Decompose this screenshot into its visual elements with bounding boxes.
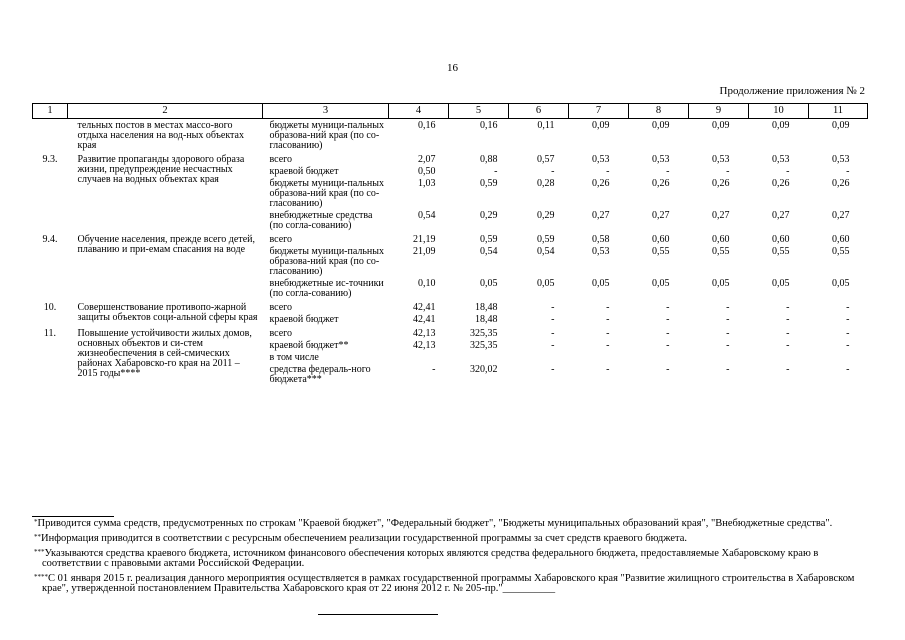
- value-cell: -: [606, 364, 610, 375]
- value-cell: 0,05: [480, 278, 498, 289]
- value-cell: 0,09: [652, 120, 670, 131]
- column-header-3: 3: [263, 104, 389, 119]
- value-cell: 2,07: [418, 154, 436, 165]
- value-cell: 42,41: [413, 302, 436, 313]
- value-cell: 0,26: [712, 178, 730, 189]
- item-description: тельных постов в местах массо-вого отдыха населения на вод-ных объектах края: [77, 120, 244, 151]
- item-description: Повышение устойчивости жилых домов, основных объектов и си-стем жизнеобеспечения в сей-смических районах Хабаровско-го края на 2011 – 2015 годы****: [77, 328, 252, 379]
- value-cell: 0,60: [832, 234, 850, 245]
- item-description: Обучение населения, прежде всего детей, плаванию и при-емам спасания на воде: [77, 234, 255, 255]
- value-cell: [809, 353, 868, 365]
- value-cell: 0,26: [832, 178, 850, 189]
- value-cell: 1,03: [418, 178, 436, 189]
- value-cell: 0,59: [480, 178, 498, 189]
- value-cell: 0,27: [592, 210, 610, 221]
- table-row: [33, 233, 868, 247]
- value-cell: 0,09: [712, 120, 730, 131]
- column-header-5: 5: [449, 104, 509, 119]
- value-cell: 0,59: [537, 234, 555, 245]
- value-cell: 0,53: [592, 246, 610, 257]
- value-cell: 0,54: [480, 246, 498, 257]
- value-cell: 0,16: [480, 120, 498, 131]
- value-cell: -: [606, 166, 610, 177]
- value-cell: 0,09: [832, 120, 850, 131]
- value-cell: 0,53: [832, 154, 850, 165]
- value-cell: 0,55: [832, 246, 850, 257]
- funding-source: краевой бюджет: [269, 314, 339, 325]
- value-cell: 0,16: [418, 120, 436, 131]
- value-cell: -: [846, 314, 850, 325]
- value-cell: -: [786, 340, 790, 351]
- value-cell: 0,26: [592, 178, 610, 189]
- value-cell: -: [846, 302, 850, 313]
- value-cell: -: [606, 302, 610, 313]
- value-cell: 42,13: [413, 328, 436, 339]
- value-cell: -: [666, 166, 670, 177]
- footnote-text: С 01 января 2015 г. реализация данного мероприятия осуществляется в рамках государственной программы Хабаровского края "Развитие жилищного строительства в Хабаровском крае", утвержденной постановлением Правительства Хабаровского края от 22 июня 2012 г. № 205-пр."__________: [42, 573, 855, 594]
- value-cell: -: [786, 364, 790, 375]
- value-cell: 0,55: [772, 246, 790, 257]
- funding-source: внебюджетные ис-точники (по согла-сованию): [269, 278, 384, 299]
- funding-source: краевой бюджет**: [269, 340, 349, 351]
- funding-source: бюджеты муници-пальных образова-ний края (по со-гласованию): [269, 178, 385, 209]
- value-cell: -: [786, 302, 790, 313]
- item-description: Развитие пропаганды здорового образа жизни, предупреждение несчастных случаев на водных объектах края: [77, 154, 245, 185]
- value-cell: 0,05: [652, 278, 670, 289]
- value-cell: 42,13: [413, 340, 436, 351]
- value-cell: 0,26: [652, 178, 670, 189]
- value-cell: 0,60: [652, 234, 670, 245]
- header-row: [33, 104, 868, 119]
- table-row: [33, 301, 868, 315]
- footnotes: [32, 519, 877, 599]
- value-cell: 0,10: [418, 278, 436, 289]
- funding-source: в том числе: [269, 352, 319, 363]
- value-cell: -: [666, 328, 670, 339]
- funding-source: всего: [269, 154, 293, 165]
- value-cell: 0,05: [592, 278, 610, 289]
- footnote-divider: [32, 516, 114, 517]
- column-header-11: 11: [809, 104, 868, 119]
- value-cell: -: [494, 166, 498, 177]
- footnote-mark: **: [34, 533, 41, 541]
- value-cell: 0,50: [418, 166, 436, 177]
- footnote: [32, 549, 877, 569]
- footnote-mark: ****: [34, 573, 48, 581]
- value-cell: 0,05: [832, 278, 850, 289]
- column-header-10: 10: [749, 104, 809, 119]
- value-cell: -: [666, 364, 670, 375]
- value-cell: 0,59: [480, 234, 498, 245]
- value-cell: 0,55: [652, 246, 670, 257]
- value-cell: 0,27: [832, 210, 850, 221]
- value-cell: -: [606, 314, 610, 325]
- program-funding-table: [32, 103, 868, 387]
- value-cell: 0,11: [537, 120, 555, 131]
- value-cell: -: [846, 340, 850, 351]
- funding-source: средства федераль-ного бюджета***: [269, 364, 371, 385]
- value-cell: [689, 353, 749, 365]
- footnote-text: Указываются средства краевого бюджета, источником финансового обеспечения которых являются средства федерального бюджета, предоставляемые Хабаровскому краю в соответствии с правовыми актами Российской Федерации.: [42, 548, 819, 569]
- value-cell: -: [551, 302, 555, 313]
- value-cell: 0,29: [480, 210, 498, 221]
- value-cell: 0,09: [772, 120, 790, 131]
- footnote-text: Приводится сумма средств, предусмотренных по строкам "Краевой бюджет", "Федеральный бюджет", "Бюджеты муниципальных образований края", "Внебюджетные средства".: [37, 518, 833, 529]
- value-cell: [569, 353, 629, 365]
- funding-source: краевой бюджет: [269, 166, 339, 177]
- funding-source: бюджеты муници-пальных образова-ний края (по со-гласованию): [269, 120, 385, 151]
- value-cell: 0,53: [772, 154, 790, 165]
- value-cell: -: [846, 166, 850, 177]
- table-row: [33, 119, 868, 154]
- funding-source: внебюджетные средства (по согла-сованию): [269, 210, 373, 231]
- value-cell: 0,54: [537, 246, 555, 257]
- value-cell: -: [432, 364, 436, 375]
- item-description: Совершенствование противопо-жарной защиты объектов соци-альной сферы края: [77, 302, 258, 323]
- value-cell: -: [846, 364, 850, 375]
- value-cell: 0,53: [592, 154, 610, 165]
- column-header-7: 7: [569, 104, 629, 119]
- value-cell: [749, 353, 809, 365]
- value-cell: 42,41: [413, 314, 436, 325]
- value-cell: -: [786, 328, 790, 339]
- value-cell: 0,28: [537, 178, 555, 189]
- value-cell: 0,05: [772, 278, 790, 289]
- value-cell: -: [846, 328, 850, 339]
- value-cell: -: [551, 314, 555, 325]
- column-header-6: 6: [509, 104, 569, 119]
- continuation-caption: Продолжение приложения № 2: [719, 85, 865, 97]
- value-cell: 0,54: [418, 210, 436, 221]
- value-cell: 0,60: [772, 234, 790, 245]
- value-cell: -: [726, 340, 730, 351]
- column-header-4: 4: [389, 104, 449, 119]
- value-cell: -: [606, 328, 610, 339]
- value-cell: -: [666, 340, 670, 351]
- value-cell: 21,09: [413, 246, 436, 257]
- value-cell: 0,26: [772, 178, 790, 189]
- funding-source: бюджеты муници-пальных образова-ний края (по со-гласованию): [269, 246, 385, 277]
- value-cell: 21,19: [413, 234, 436, 245]
- table-row: [33, 327, 868, 341]
- column-header-9: 9: [689, 104, 749, 119]
- item-number: 11.: [43, 328, 57, 339]
- value-cell: 0,29: [537, 210, 555, 221]
- value-cell: -: [666, 302, 670, 313]
- value-cell: -: [726, 166, 730, 177]
- item-number: 10.: [43, 302, 57, 313]
- footnote: [32, 519, 877, 529]
- value-cell: 320,02: [470, 364, 498, 375]
- value-cell: 0,58: [592, 234, 610, 245]
- funding-source: всего: [269, 234, 293, 245]
- value-cell: 0,57: [537, 154, 555, 165]
- funding-source: всего: [269, 302, 293, 313]
- table-row: [33, 153, 868, 167]
- value-cell: -: [786, 314, 790, 325]
- value-cell: 0,05: [537, 278, 555, 289]
- bottom-divider: [318, 614, 438, 615]
- value-cell: -: [666, 314, 670, 325]
- footnote: [32, 534, 877, 544]
- value-cell: 0,27: [652, 210, 670, 221]
- footnote-mark: ***: [34, 548, 45, 556]
- footnote: [32, 574, 877, 594]
- value-cell: 0,53: [712, 154, 730, 165]
- value-cell: -: [726, 328, 730, 339]
- value-cell: -: [726, 302, 730, 313]
- value-cell: 18,48: [475, 314, 498, 325]
- value-cell: -: [551, 166, 555, 177]
- value-cell: 0,09: [592, 120, 610, 131]
- value-cell: 0,88: [480, 154, 498, 165]
- value-cell: -: [786, 166, 790, 177]
- value-cell: [509, 353, 569, 365]
- value-cell: 0,27: [772, 210, 790, 221]
- footnote-mark: *: [34, 518, 38, 526]
- value-cell: 0,53: [652, 154, 670, 165]
- value-cell: -: [726, 364, 730, 375]
- value-cell: 18,48: [475, 302, 498, 313]
- column-header-2: 2: [68, 104, 263, 119]
- value-cell: -: [726, 314, 730, 325]
- value-cell: 0,60: [712, 234, 730, 245]
- footnote-text: Информация приводится в соответствии с ресурсным обеспечением реализации государственной программы за счет средств краевого бюджета.: [41, 533, 688, 544]
- funding-source: всего: [269, 328, 293, 339]
- value-cell: -: [606, 340, 610, 351]
- value-cell: 325,35: [470, 328, 498, 339]
- value-cell: 0,55: [712, 246, 730, 257]
- column-header-1: 1: [33, 104, 68, 119]
- value-cell: -: [551, 340, 555, 351]
- value-cell: 0,27: [712, 210, 730, 221]
- item-number: 9.3.: [42, 154, 58, 165]
- value-cell: [389, 353, 449, 365]
- value-cell: 0,05: [712, 278, 730, 289]
- page-number: 16: [447, 62, 458, 74]
- item-number: 9.4.: [42, 234, 58, 245]
- value-cell: -: [551, 328, 555, 339]
- item-number: [33, 119, 68, 154]
- value-cell: [629, 353, 689, 365]
- column-header-8: 8: [629, 104, 689, 119]
- value-cell: 325,35: [470, 340, 498, 351]
- value-cell: -: [551, 364, 555, 375]
